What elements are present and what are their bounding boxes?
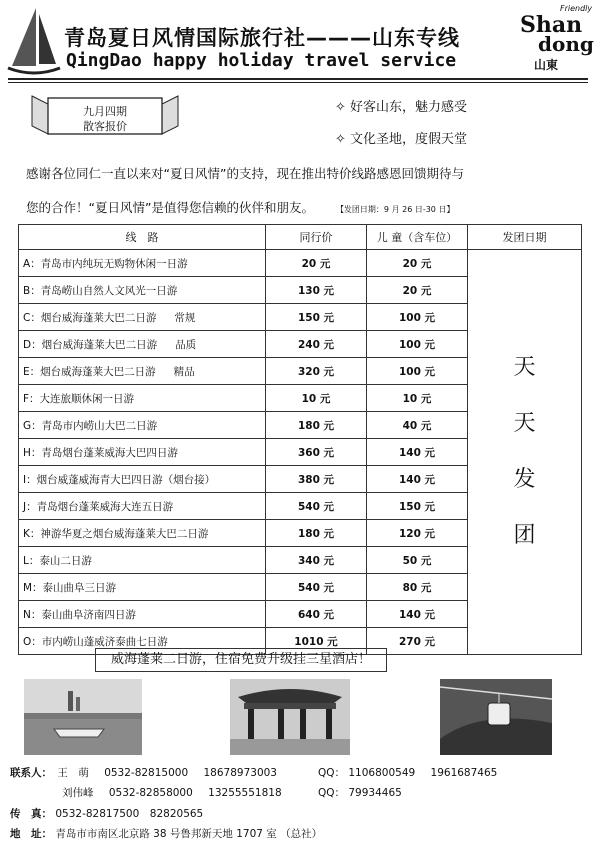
child-price: 140 元 [367, 601, 468, 628]
adult-price: 640 元 [266, 601, 367, 628]
contact-phone-1: 0532-82815000 [104, 767, 189, 779]
route-name: K：神游华夏之烟台威海蓬莱大巴二日游 [23, 527, 209, 540]
contact-mobile-1: 18678973003 [203, 767, 277, 779]
cable-car-photo [440, 679, 552, 755]
agency-title-en: QingDao happy holiday travel service [66, 50, 457, 71]
adult-price: 10 元 [266, 385, 367, 412]
adult-price: 380 元 [266, 466, 367, 493]
route-tier: 品质 [175, 338, 197, 351]
contact-row-1: 联系人： 王 萌 0532-82815000 18678973003 [10, 767, 277, 779]
qq-1: 1106800549 [348, 767, 416, 779]
daily-departure-char: 团 [513, 523, 536, 548]
contact-qq-row-2: QQ： 79934465 [318, 787, 402, 799]
shandong-logo: Friendly Shan dong 山東 [520, 4, 594, 72]
fax-row: 传 真： 0532-82817500 82820565 [10, 808, 204, 820]
route-cell [19, 412, 266, 439]
intro-line-2: 您的合作！“夏日风情”是值得您信赖的伙伴和朋友。 【发团日期：9 月 26 日-30 日】 [26, 200, 455, 215]
child-price: 80 元 [367, 574, 468, 601]
route-name: N：泰山曲阜济南四日游 [23, 608, 136, 621]
route-tier: 常规 [174, 311, 196, 324]
slogan-2: ✧ 文化圣地，度假天堂 [335, 132, 468, 147]
child-price: 40 元 [367, 412, 468, 439]
route-cell [19, 520, 266, 547]
col-child-header: 儿 童（含车位） [367, 225, 468, 250]
contact-phone-2: 0532-82858000 [108, 787, 193, 799]
address-text: 青岛市市南区北京路 38 号鲁邦新天地 1707 室 （总社） [55, 828, 323, 840]
adult-price: 340 元 [266, 547, 367, 574]
child-price: 100 元 [367, 331, 468, 358]
route-cell [19, 439, 266, 466]
table-row [19, 250, 582, 277]
daily-departure-char: 天 [513, 411, 536, 436]
child-price: 100 元 [367, 304, 468, 331]
route-name: J：青岛烟台蓬莱威海大连五日游 [23, 500, 174, 513]
adult-price: 240 元 [266, 331, 367, 358]
price-table [18, 224, 582, 655]
route-cell [19, 277, 266, 304]
contact-mobile-2: 13255551818 [208, 787, 282, 799]
route-name: G：青岛市内崂山大巴二日游 [23, 419, 158, 432]
col-departure-header: 发团日期 [468, 225, 582, 250]
fax-number: 0532-82817500 82820565 [55, 808, 204, 820]
route-tier: 精品 [173, 365, 195, 378]
child-price: 140 元 [367, 466, 468, 493]
contact-qq-row-1: QQ： 1106800549 1961687465 [318, 767, 498, 779]
contact-person-1: 王 萌 [57, 767, 89, 779]
table-header-row [19, 225, 582, 250]
adult-price: 540 元 [266, 493, 367, 520]
route-name: M：泰山曲阜三日游 [23, 581, 117, 594]
period-ribbon [30, 92, 180, 138]
child-price: 120 元 [367, 520, 468, 547]
child-price: 20 元 [367, 277, 468, 304]
route-cell [19, 385, 266, 412]
header-rule-thin [8, 82, 588, 83]
child-price: 140 元 [367, 439, 468, 466]
route-name: B：青岛崂山自然人文风光一日游 [23, 284, 178, 297]
ribbon-line-1: 九月四期 [83, 105, 127, 118]
adult-price: 130 元 [266, 277, 367, 304]
agency-title-cn: 青岛夏日风情国际旅行社———山东专线 [64, 26, 460, 50]
adult-price: 180 元 [266, 412, 367, 439]
departure-dates: 【发团日期：9 月 26 日-30 日】 [335, 205, 455, 214]
promo-banner: 威海蓬莱二日游，住宿免费升级挂三星酒店！ [95, 648, 387, 672]
qq-3: 79934465 [348, 787, 402, 799]
child-price: 50 元 [367, 547, 468, 574]
address-row: 地 址： 青岛市市南区北京路 38 号鲁邦新天地 1707 室 （总社） [10, 828, 323, 840]
ribbon-line-2: 散客报价 [83, 120, 127, 133]
route-name: L：泰山二日游 [23, 554, 92, 567]
route-name: O：市内崂山蓬威济泰曲七日游 [23, 635, 168, 648]
child-price: 270 元 [367, 628, 468, 655]
pavilion-photo [230, 679, 350, 755]
route-cell [19, 331, 266, 358]
col-adult-header: 同行价 [266, 225, 367, 250]
qq-2: 1961687465 [430, 767, 498, 779]
harbor-photo [24, 679, 142, 755]
child-price: 100 元 [367, 358, 468, 385]
route-cell [19, 358, 266, 385]
route-cell [19, 250, 266, 277]
contact-row-2 [62, 785, 282, 800]
slogan-1: ✧ 好客山东，魅力感受 [335, 100, 468, 115]
sailboat-logo-icon [6, 4, 62, 76]
route-name: F：大连旅顺休闲一日游 [23, 392, 135, 405]
contact-person-2: 刘伟峰 [62, 787, 94, 799]
adult-price: 320 元 [266, 358, 367, 385]
daily-departure-cell [468, 250, 582, 655]
route-name: E：烟台威海蓬莱大巴二日游 [23, 365, 156, 378]
daily-departure-char: 发 [513, 467, 536, 492]
route-cell [19, 574, 266, 601]
route-cell [19, 601, 266, 628]
child-price: 150 元 [367, 493, 468, 520]
route-name: A：青岛市内纯玩无购物休闲一日游 [23, 257, 188, 270]
child-price: 10 元 [367, 385, 468, 412]
adult-price: 180 元 [266, 520, 367, 547]
adult-price: 150 元 [266, 304, 367, 331]
route-name: I：烟台威蓬威海青大巴四日游（烟台接） [23, 473, 216, 486]
route-name: C：烟台威海蓬莱大巴二日游 [23, 311, 157, 324]
child-price: 20 元 [367, 250, 468, 277]
adult-price: 360 元 [266, 439, 367, 466]
header-rule [8, 78, 588, 80]
col-route-header: 线 路 [19, 225, 266, 250]
route-name: H：青岛烟台蓬莱威海大巴四日游 [23, 446, 178, 459]
route-cell [19, 466, 266, 493]
route-cell [19, 493, 266, 520]
adult-price: 540 元 [266, 574, 367, 601]
route-cell [19, 547, 266, 574]
intro-line-1: 感谢各位同仁一直以来对“夏日风情”的支持，现在推出特价线路感恩回馈期待与 [26, 166, 464, 181]
route-cell [19, 304, 266, 331]
route-name: D：烟台威海蓬莱大巴二日游 [23, 338, 158, 351]
adult-price: 1010 元 [266, 628, 367, 655]
adult-price: 20 元 [266, 250, 367, 277]
daily-departure-char: 天 [513, 355, 536, 380]
